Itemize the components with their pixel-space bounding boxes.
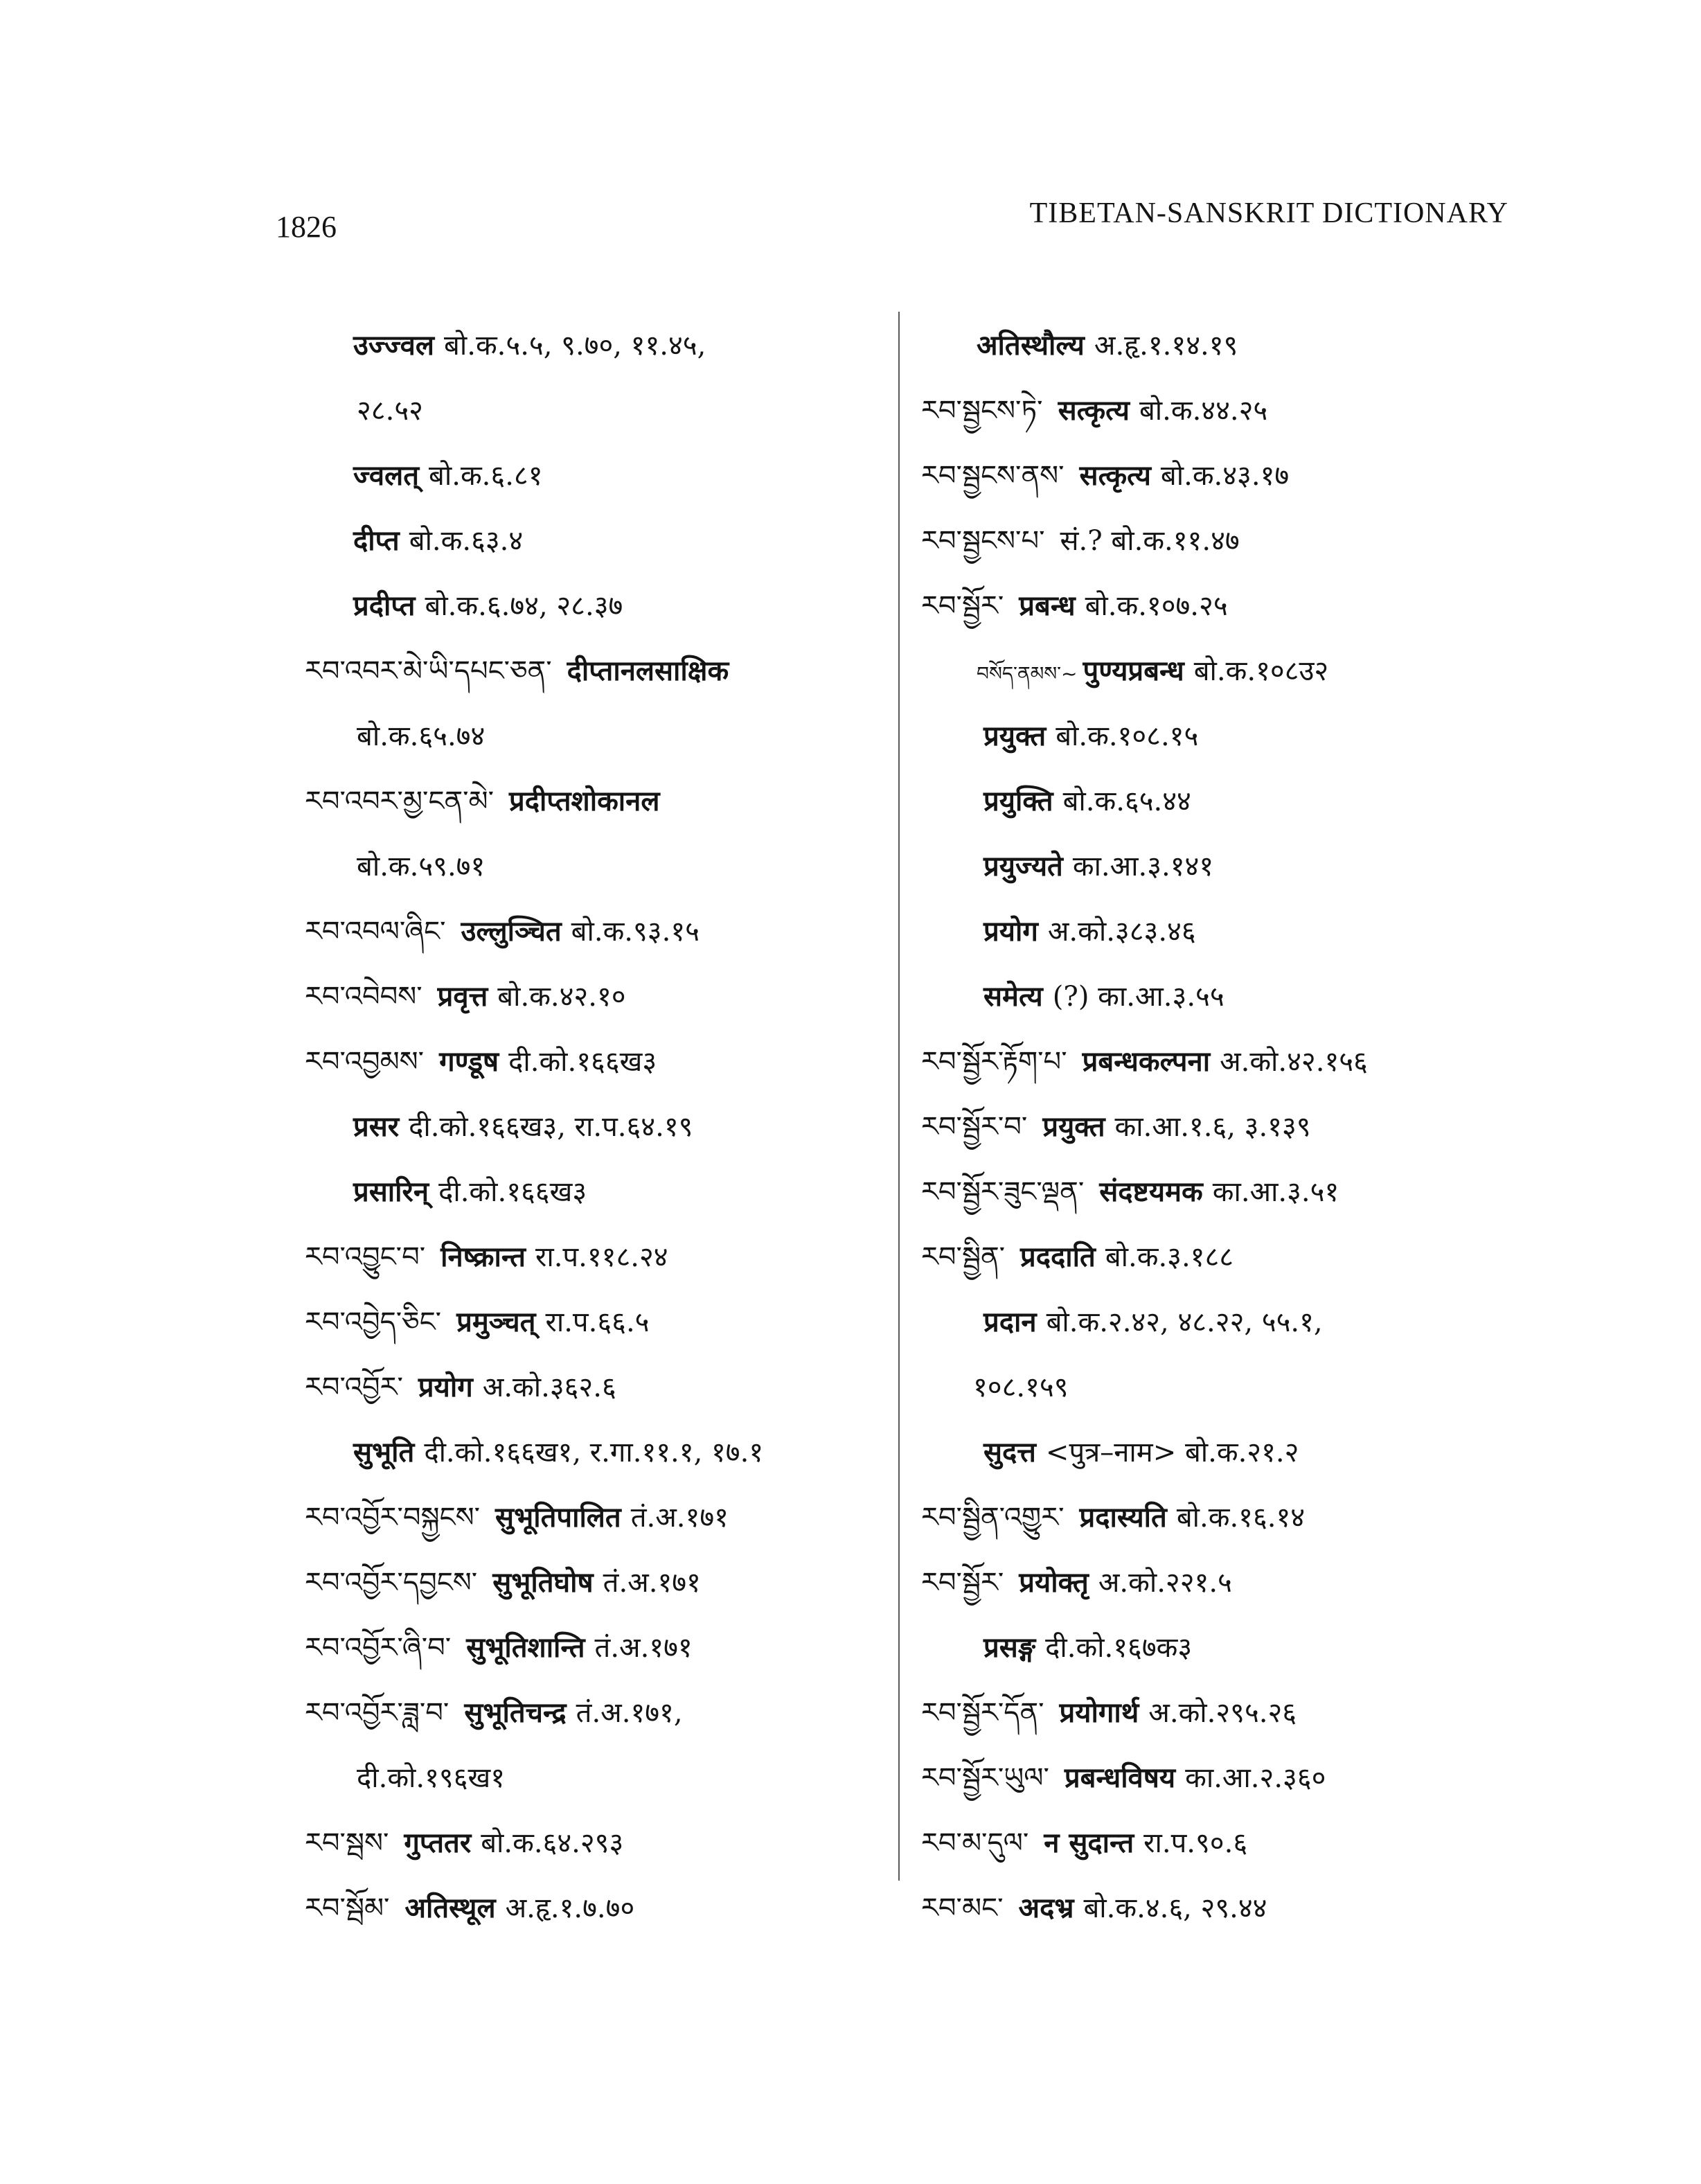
source-reference: रा.प.९०.६ (1143, 1827, 1248, 1859)
source-reference: बो.क.४३.१७ (1160, 460, 1290, 492)
sanskrit-equivalent: प्रयोगार्थ (1059, 1696, 1139, 1729)
tibetan-headword: རབ་སྦྱིན་འགྱུར་ (921, 1502, 1065, 1534)
sanskrit-equivalent: प्रददाति (1020, 1241, 1096, 1273)
dictionary-entry (921, 574, 1544, 639)
source-reference: रा.प.११८.२४ (535, 1241, 668, 1273)
dictionary-entry (305, 574, 900, 639)
dictionary-entry (305, 1225, 900, 1290)
sanskrit-equivalent: प्रवृत्त (437, 980, 488, 1013)
sanskrit-equivalent: प्रयुक्त (1042, 1110, 1105, 1143)
tibetan-headword: རབ་སྦྱངས་ཏེ་ (921, 395, 1043, 427)
dictionary-entry (305, 1290, 900, 1355)
sanskrit-equivalent: गुप्ततर (404, 1827, 472, 1859)
dictionary-entry (305, 443, 900, 508)
sanskrit-equivalent: सत्कृत्य (1058, 394, 1130, 427)
dictionary-entry (921, 378, 1544, 443)
sanskrit-equivalent: दीप्त (353, 524, 400, 557)
sanskrit-equivalent: प्रयुक्ति (983, 785, 1053, 817)
sanskrit-equivalent: गण्डूष (439, 1045, 499, 1078)
source-reference: (?) का.आ.३.५५ (1052, 981, 1224, 1013)
sanskrit-equivalent: दीप्तानलसाक्षिक (567, 655, 729, 687)
dictionary-entry (305, 1876, 900, 1941)
tibetan-headword: རབ་འབར་མྱ་ངན་མེ་ (305, 785, 495, 817)
source-reference: बो.क.१०८.१५ (1056, 720, 1199, 752)
sanskrit-equivalent: अतिस्थूल (404, 1892, 496, 1924)
tibetan-headword: རབ་སྦྱོར་ (921, 590, 1004, 622)
tibetan-headword: རབ་སྦྱོར་ (921, 1567, 1004, 1599)
tibetan-headword: རབ་འབྱོར་ཟླ་བ་ (305, 1697, 449, 1729)
dictionary-entry (921, 1290, 1544, 1355)
sanskrit-equivalent: उल्लुञ्चित (461, 915, 562, 948)
source-reference: बो.क.१०७.२५ (1085, 590, 1228, 622)
dictionary-entry (305, 1420, 900, 1485)
dictionary-entry (921, 834, 1544, 899)
sanskrit-equivalent: निष्क्रान्त (440, 1241, 526, 1273)
source-reference: बो.क.५९.७१ (357, 851, 486, 882)
source-reference: बो.क.२.४२, ४८.२२, ५५.१, (1046, 1306, 1323, 1338)
sanskrit-equivalent: संदष्टयमक (1099, 1175, 1203, 1208)
sanskrit-equivalent: प्रसारिन् (353, 1175, 429, 1208)
tibetan-headword: རབ་འབྱོར་ (305, 1371, 403, 1403)
source-reference: तं.अ.१७१ (594, 1632, 693, 1664)
tibetan-headword: རབ་འབར་མེ་ཡི་དཔང་ཅན་ (305, 655, 552, 687)
dictionary-entry (921, 1811, 1544, 1876)
tibetan-headword: རབ་སྦྱོར་དོན་ (921, 1697, 1044, 1729)
sanskrit-equivalent: प्रदान (983, 1306, 1037, 1338)
dictionary-entry (921, 964, 1544, 1029)
sanskrit-equivalent: प्रयोग (983, 915, 1038, 948)
running-title: TIBETAN-SANSKRIT DICTIONARY (1029, 197, 1508, 229)
source-reference: बो.क.६.७४, २८.३७ (425, 590, 623, 622)
sanskrit-equivalent: सुभूतिशान्ति (466, 1631, 585, 1664)
tibetan-headword: རབ་སྦྱོར་ཟུང་ལྡན་ (921, 1176, 1085, 1208)
source-reference: सं.? बो.क.११.४७ (1060, 525, 1240, 557)
source-reference: बो.क.६.८१ (429, 460, 543, 492)
dictionary-entry (921, 1029, 1544, 1094)
page-number: 1826 (276, 210, 337, 244)
dictionary-entry (305, 964, 900, 1029)
source-reference: का.आ.२.३६० (1185, 1762, 1326, 1794)
dictionary-entry (305, 704, 900, 769)
dictionary-entry (921, 1355, 1544, 1420)
source-reference: बो.क.६३.४ (409, 525, 524, 557)
source-reference: बो.क.५.५, ९.७०, ११.४५, (444, 330, 706, 362)
tibetan-headword: རབ་སྦས་ (305, 1827, 389, 1859)
source-reference: बो.क.१६.१४ (1176, 1502, 1306, 1534)
tibetan-headword: རབ་སྦྱིན་ (921, 1241, 1006, 1273)
source-reference: बो.क.४.६, २९.४४ (1083, 1892, 1267, 1924)
dictionary-entry (305, 1811, 900, 1876)
tibetan-headword: རབ་འབྱོར་བསྐྱངས་ (305, 1502, 481, 1534)
source-reference: बो.क.९३.१५ (571, 916, 700, 948)
dictionary-entry (305, 834, 900, 899)
dictionary-entry (921, 769, 1544, 834)
sanskrit-equivalent: सुभूतिपालित (495, 1501, 621, 1534)
tibetan-headword: རབ་མང་ (921, 1892, 1004, 1924)
sanskrit-equivalent: सत्कृत्य (1079, 459, 1151, 492)
dictionary-entry (921, 1485, 1544, 1550)
source-reference: १०८.१५९ (973, 1371, 1069, 1403)
dictionary-entry (921, 1550, 1544, 1615)
dictionary-entry (921, 899, 1544, 964)
dictionary-entry (305, 508, 900, 574)
sanskrit-equivalent: प्रयुज्यते (983, 850, 1063, 882)
source-reference: अ.को.४२.१५६ (1220, 1046, 1368, 1078)
sanskrit-equivalent: सुभूति (353, 1436, 415, 1468)
source-reference: दी.को.१६७क३ (1045, 1632, 1193, 1664)
sanskrit-equivalent: प्रदीप्त (353, 589, 416, 622)
source-reference: अ.को.२२१.५ (1098, 1567, 1232, 1599)
source-reference: अ.को.३६२.६ (482, 1371, 616, 1403)
dictionary-entry (921, 1680, 1544, 1746)
source-reference: का.आ.३.५१ (1212, 1176, 1339, 1208)
tibetan-headword: རབ་སྦྱོར་རྟོག་པ་ (921, 1046, 1067, 1078)
sanskrit-equivalent: अदभ्र (1018, 1892, 1074, 1924)
tibetan-headword: རབ་འབྱུང་བ་ (305, 1241, 426, 1273)
dictionary-entry (305, 899, 900, 964)
sanskrit-equivalent: उज्ज्वल (353, 329, 435, 362)
sanskrit-equivalent: प्रदीप्तशोकानल (509, 785, 660, 817)
source-reference: तं.अ.१७१ (630, 1502, 729, 1534)
sanskrit-equivalent: प्रबन्धकल्पना (1082, 1045, 1211, 1078)
tibetan-headword: རབ་འབྱེད་ཅིང་ (305, 1306, 442, 1338)
tibetan-headword: རབ་སྦྱོར་བ་ (921, 1111, 1028, 1143)
source-reference: दी.को.१६६ख३ (508, 1046, 657, 1078)
source-reference: तं.अ.१७१ (603, 1567, 701, 1599)
tibetan-headword: རབ་སྦྱོར་ཡུལ་ (921, 1762, 1049, 1794)
sanskrit-equivalent: प्रयोग (418, 1371, 473, 1403)
source-reference: २८.५२ (357, 395, 423, 427)
source-reference: दी.को.१६६ख१, र.गा.११.१, १७.१ (424, 1437, 764, 1468)
sanskrit-equivalent: सुभूतिघोष (492, 1566, 594, 1599)
dictionary-entry (921, 1420, 1544, 1485)
tibetan-headword: རབ་འབྱམས་ (305, 1046, 425, 1078)
sanskrit-equivalent: न सुदान्त (1044, 1827, 1134, 1859)
dictionary-entry (305, 1094, 900, 1160)
dictionary-entry (921, 704, 1544, 769)
source-reference: अ.को.२९५.२६ (1148, 1697, 1297, 1729)
sanskrit-equivalent: पुण्यप्रबन्ध (1083, 655, 1184, 687)
dictionary-entry (921, 508, 1544, 574)
dictionary-entry (305, 1615, 900, 1680)
dictionary-entry (921, 1615, 1544, 1680)
dictionary-entry (305, 1355, 900, 1420)
dictionary-entry (921, 1225, 1544, 1290)
source-reference: का.आ.१.६, ३.१३९ (1114, 1111, 1311, 1143)
tibetan-headword: རབ་མ་དུལ་ (921, 1827, 1029, 1859)
source-reference: बो.क.६४.२९३ (481, 1827, 624, 1859)
source-reference: का.आ.३.१४१ (1072, 851, 1214, 882)
dictionary-entry (305, 1550, 900, 1615)
tibetan-headword: རབ་འབྱོར་དབྱངས་ (305, 1567, 478, 1599)
source-reference: बो.क.४२.१० (497, 981, 626, 1013)
source-reference: अ.हृ.१.१४.१९ (1094, 330, 1238, 362)
source-reference: बो.क.६५.७४ (357, 720, 486, 752)
dictionary-entry (921, 443, 1544, 508)
dictionary-entry (305, 639, 900, 704)
source-reference: बो.क.३.१८८ (1105, 1241, 1234, 1273)
sanskrit-equivalent: प्रयोक्तृ (1019, 1566, 1089, 1599)
source-reference: <पुत्र–नाम> बो.क.२१.२ (1045, 1437, 1299, 1468)
dictionary-entry (921, 1160, 1544, 1225)
sanskrit-equivalent: समेत्य (983, 980, 1043, 1013)
tibetan-headword: རབ་སྦོམ་ (305, 1892, 390, 1924)
dictionary-entry (305, 769, 900, 834)
sanskrit-equivalent: प्रमुञ्चत् (456, 1306, 536, 1338)
tibetan-headword: རབ་འབེབས་ (305, 981, 422, 1013)
dictionary-entry (921, 313, 1544, 378)
left-column (305, 313, 900, 1941)
tibetan-headword: བསོད་ནམས་~ (977, 662, 1078, 685)
source-reference: दी.को.१६६ख३, रा.प.६४.१९ (409, 1111, 693, 1143)
sanskrit-equivalent: प्रसर (353, 1110, 400, 1143)
sanskrit-equivalent: प्रबन्ध (1019, 589, 1076, 622)
source-reference: बो.क.६५.४४ (1062, 785, 1191, 817)
dictionary-entry (921, 1094, 1544, 1160)
source-reference: दी.को.१६६ख३ (438, 1176, 587, 1208)
dictionary-entry (305, 1680, 900, 1746)
source-reference: तं.अ.१७१, (576, 1697, 683, 1729)
dictionary-entry (305, 378, 900, 443)
dictionary-entry (921, 639, 1544, 704)
dictionary-entry (305, 1029, 900, 1094)
tibetan-headword: རབ་འབྱོར་ཞི་བ་ (305, 1632, 452, 1664)
dictionary-entry (305, 1746, 900, 1811)
tibetan-headword: རབ་སྦྱངས་ནས་ (921, 460, 1065, 492)
source-reference: अ.हृ.१.७.७० (505, 1892, 635, 1924)
sanskrit-equivalent: प्रबन्धविषय (1064, 1761, 1176, 1794)
sanskrit-equivalent: प्रयुक्त (983, 720, 1047, 752)
dictionary-entry (921, 1876, 1544, 1941)
source-reference: बो.क.४४.२५ (1139, 395, 1268, 427)
dictionary-entry (921, 1746, 1544, 1811)
source-reference: दी.को.१९६ख१ (357, 1762, 506, 1794)
source-reference: बो.क.१०८उ२ (1193, 655, 1329, 687)
dictionary-entry (305, 1485, 900, 1550)
source-reference: अ.को.३८३.४६ (1047, 916, 1196, 948)
source-reference: रा.प.६६.५ (545, 1306, 650, 1338)
right-column (921, 313, 1544, 1941)
sanskrit-equivalent: प्रदास्यति (1079, 1501, 1167, 1534)
sanskrit-equivalent: अतिस्थौल्य (977, 329, 1085, 362)
sanskrit-equivalent: सुदत्त (983, 1436, 1036, 1468)
sanskrit-equivalent: ज्वलत् (353, 459, 420, 492)
sanskrit-equivalent: प्रसङ्ग (983, 1631, 1036, 1664)
tibetan-headword: རབ་འབལ་ཞིང་ (305, 916, 446, 948)
dictionary-entry (305, 313, 900, 378)
dictionary-entry (305, 1160, 900, 1225)
sanskrit-equivalent: सुभूतिचन्द्र (464, 1696, 567, 1729)
tibetan-headword: རབ་སྦྱངས་པ་ (921, 525, 1045, 557)
